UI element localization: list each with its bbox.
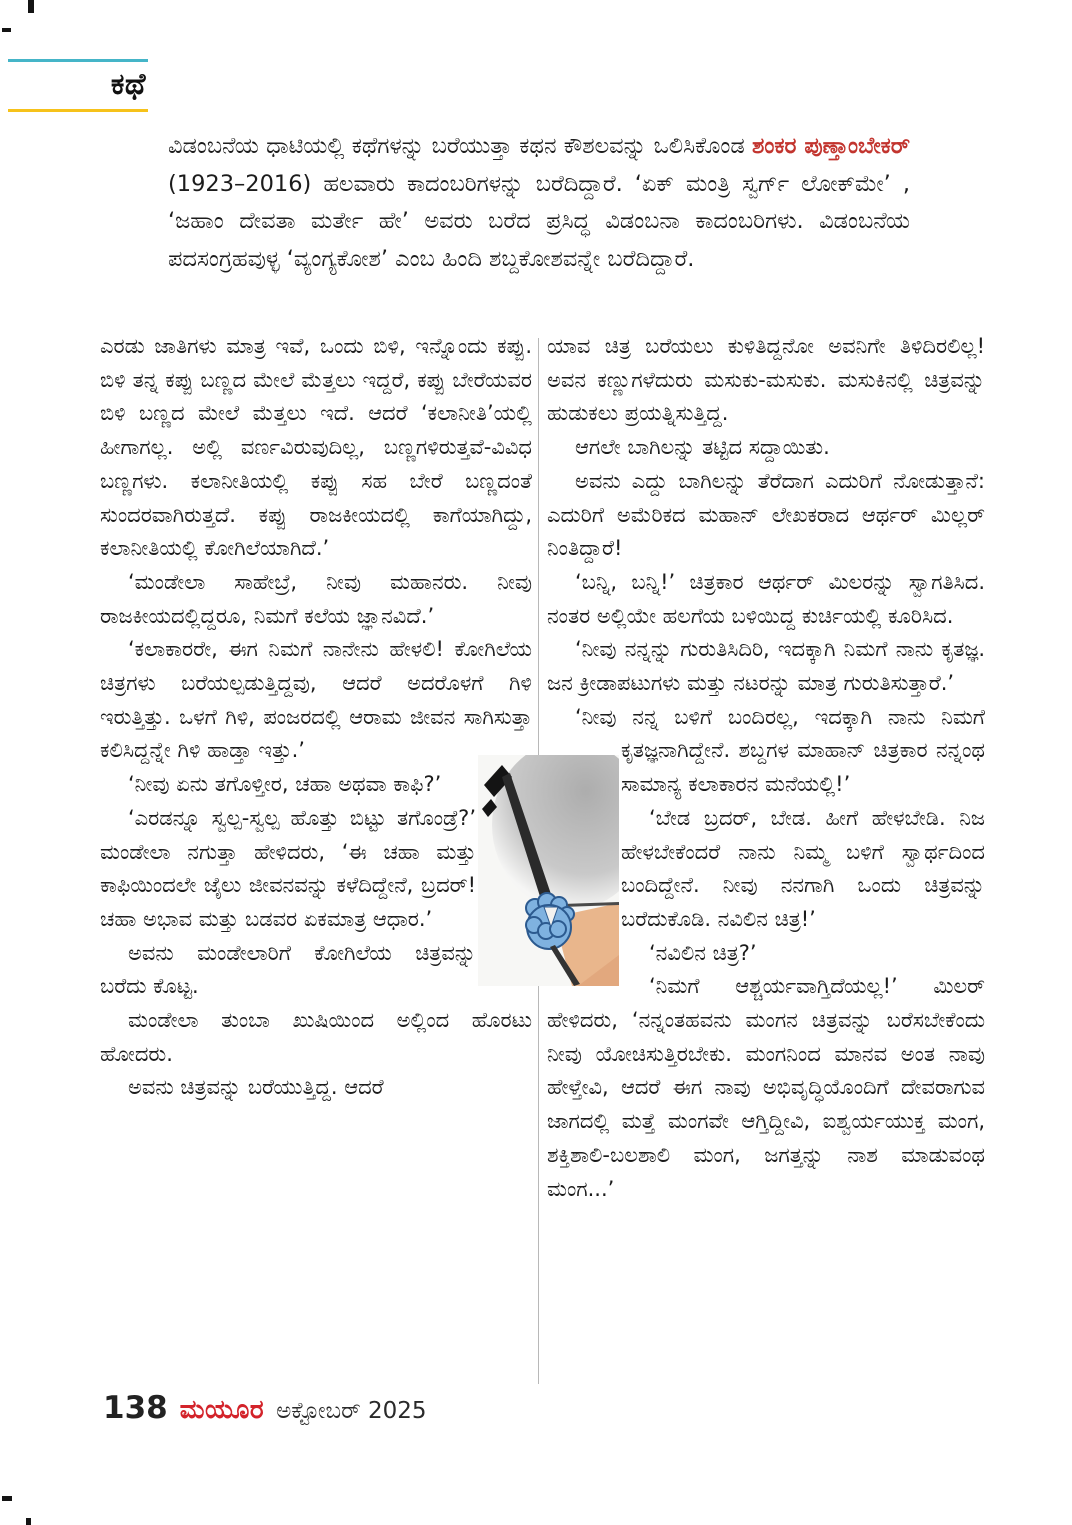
paragraph: ಅವನು ಎದ್ದು ಬಾಗಿಲನ್ನು ತೆರೆದಾಗ ಎದುರಿಗೆ ನೋಡುತ್ತಾನೆ: ಎದುರಿಗೆ ಅಮೆರಿಕದ ಮಹಾನ್ ಲೇಖಕರಾದ ಆರ್ಥರ್ ಮಿಲ್ಲರ್ ನಿಂತಿದ್ದಾರೆ! (547, 468, 985, 561)
paragraph: ಅವನು ಚಿತ್ರವನ್ನು ಬರೆಯುತ್ತಿದ್ದ. ಆದರೆ (128, 1075, 384, 1100)
author-name: ಶಂಕರ ಪುಣ್ತಾಂಬೇಕರ್ (752, 133, 911, 159)
paragraph: ‘ಎರಡನ್ನೂ ಸ್ವಲ್ಪ-ಸ್ವಲ್ಪ ಹೊತ್ತು ಬಿಟ್ಟು ತಗೊಂಡ್ರೆ?’ ಮಂಡೇಲಾ ನಗುತ್ತಾ ಹೇಳಿದರು, ‘ಈ ಚಹಾ ಮತ್ತು ಕಾಫಿಯಿಂದಲೇ ಜೈಲು ಜೀವನವನ್ನು ಕಳೆದಿದ್ದೇನೆ, ಬ್ರದರ್! ಚಹಾ ಅಭಾವ ಮತ್ತು ಬಡವರ ಏಕಮಾತ್ರ ಆಧಾರ.’ (100, 805, 476, 931)
left-column (100, 330, 532, 1105)
paintbrush-illustration (478, 755, 619, 986)
paragraph: ಎರಡು ಜಾತಿಗಳು ಮಾತ್ರ ಇವೆ, ಒಂದು ಬಿಳಿ, ಇನ್ನೊಂದು ಕಪ್ಪು. ಬಿಳಿ ತನ್ನ ಕಪ್ಪು ಬಣ್ಣದ ಮೇಲೆ ಮೆತ್ತಲು ಇದ್ದರೆ, ಕಪ್ಪು ಬೇರೆಯವರ ಬಿಳಿ ಬಣ್ಣದ ಮೇಲೆ ಮೆತ್ತಲು ಇದೆ. ಆದರೆ ‘ಕಲಾನೀತಿ’ಯಲ್ಲಿ ಹೀಗಾಗಲ್ಲ. ಅಲ್ಲಿ ವರ್ಣವಿರುವುದಿಲ್ಲ, ಬಣ್ಣಗಳಿರುತ್ತವೆ-ವಿವಿಧ ಬಣ್ಣಗಳು. ಕಲಾನೀತಿಯಲ್ಲಿ ಕಪ್ಪು ಸಹ ಬೇರೆ ಬಣ್ಣದಂತೆ ಸುಂದರವಾಗಿರುತ್ತದೆ. ಕಪ್ಪು ರಾಜಕೀಯದಲ್ಲಿ ಕಾಗೆಯಾಗಿದ್ದು, ಕಲಾನೀತಿಯಲ್ಲಿ ಕೋಗಿಲೆಯಾಗಿದೆ.’ (100, 334, 532, 561)
magazine-logo: ಮಯೂರ (179, 1395, 265, 1425)
section-title: ಕಥೆ (110, 67, 146, 102)
page-number: 138 (103, 1390, 168, 1426)
paragraph: ಯಾವ ಚಿತ್ರ ಬರೆಯಲು ಕುಳಿತಿದ್ದನೋ ಅವನಿಗೇ ತಿಳಿದಿರಲಿಲ್ಲ! ಅವನ ಕಣ್ಣುಗಳೆದುರು ಮಸುಕು-ಮಸುಕು. ಮಸುಕಿನಲ್ಲಿ ಚಿತ್ರವನ್ನು ಹುಡುಕಲು ಪ್ರಯತ್ನಿಸುತ್ತಿದ್ದ. (547, 334, 985, 426)
paragraph: ‘ಮಂಡೇಲಾ ಸಾಹೇಬ್ರೆ, ನೀವು ಮಹಾನರು. ನೀವು ರಾಜಕೀಯದಲ್ಲಿದ್ದರೂ, ನಿಮಗೆ ಕಲೆಯ ಜ್ಞಾನವಿದೆ.’ (100, 569, 532, 628)
page-footer (103, 1390, 427, 1426)
print-mark (28, 0, 34, 13)
paragraph: ‘ನವಿಲಿನ ಚಿತ್ರ?’ (649, 940, 757, 965)
author-intro (168, 128, 910, 278)
print-mark (2, 1496, 12, 1501)
issue-date: ಅಕ್ಟೋಬರ್ 2025 (276, 1398, 427, 1424)
paragraph: ಮಂಡೇಲಾ ತುಂಬಾ ಖುಷಿಯಿಂದ ಅಲ್ಲಿಂದ ಹೊರಟು ಹೋದರು. (100, 1008, 532, 1066)
section-kicker (8, 59, 148, 112)
paragraph: ಆಗಲೇ ಬಾಗಿಲನ್ನು ತಟ್ಟಿದ ಸದ್ದಾಯಿತು. (575, 435, 830, 460)
print-mark (2, 28, 11, 32)
print-mark (26, 1518, 31, 1525)
paragraph: ‘ನಿಮಗೆ ಆಶ್ಚರ್ಯವಾಗ್ತಿದೆಯಲ್ಲ!’ ಮಿಲರ್ ಹೇಳಿದರು, ‘ನನ್ನಂತಹವನು ಮಂಗನ ಚಿತ್ರವನ್ನು ಬರೆಸಬೇಕೆಂದು ನೀವು ಯೋಚಿಸುತ್ತಿರಬೇಕು. ಮಂಗನಿಂದ ಮಾನವ ಅಂತ ನಾವು ಹೇಳ್ತೇವಿ, ಆದರೆ ಈಗ ನಾವು ಅಭಿವೃದ್ಧಿಯೊಂದಿಗೆ ದೇವರಾಗುವ ಜಾಗದಲ್ಲಿ ಮತ್ತೆ ಮಂಗವೇ ಆಗ್ತಿದ್ದೀವಿ, ಐಶ್ವರ್ಯಯುಕ್ತ ಮಂಗ, ಶಕ್ತಿಶಾಲಿ-ಬಲಶಾಲಿ ಮಂಗ, ಜಗತ್ತನ್ನು ನಾಶ ಮಾಡುವಂಥ ಮಂಗ...’ (547, 974, 985, 1201)
paragraph: ‘ಬನ್ನಿ, ಬನ್ನಿ!’ ಚಿತ್ರಕಾರ ಆರ್ಥರ್ ಮಿಲರನ್ನು ಸ್ವಾಗತಿಸಿದ. ನಂತರ ಅಲ್ಲಿಯೇ ಹಲಗೆಯ ಬಳಿಯಿದ್ದ ಕುರ್ಚಿಯಲ್ಲಿ ಕೂರಿಸಿದ. (547, 569, 985, 628)
paintbrush-illustration-svg (478, 755, 619, 986)
paragraph: ಅವನು ಮಂಡೇಲಾರಿಗೆ ಕೋಗಿಲೆಯ ಚಿತ್ರವನ್ನು ಬರೆದು ಕೊಟ್ಟ. (100, 940, 476, 999)
intro-text-rest: (1923–2016) ಹಲವಾರು ಕಾದಂಬರಿಗಳನ್ನು ಬರೆದಿದ್ದಾರೆ. ‘ಏಕ್ ಮಂತ್ರಿ ಸ್ವರ್ಗ್ ಲೋಕ್‌ಮೇ’ , ‘ಜಹಾಂ ದೇವತಾ ಮರ್ತೇ ಹೇ’ ಅವರು ಬರೆದ ಪ್ರಸಿದ್ಧ ವಿಡಂಬನಾ ಕಾದಂಬರಿಗಳು. ವಿಡಂಬನೆಯ ಪದಸಂಗ್ರಹವುಳ್ಳ ‘ವ್ಯಂಗ್ಯಕೋಶ’ ಎಂಬ ಹಿಂದಿ ಶಬ್ದಕೋಶವನ್ನೇ ಬರೆದಿದ್ದಾರೆ. (168, 170, 910, 272)
paragraph: ‘ನೀವು ನನ್ನ ಬಳಿಗೆ ಬಂದಿರಲ್ಲ, ಇದಕ್ಕಾಗಿ ನಾನು ನಿಮಗೆ ಕೃತಜ್ಞನಾಗಿದ್ದೇನೆ. ಶಬ್ದಗಳ ಮಾಹಾನ್ ಚಿತ್ರಕಾರ ನನ್ನಂಥ ಸಾಮಾನ್ಯ ಕಲಾಕಾರನ ಮನೆಯಲ್ಲಿ!’ (575, 704, 985, 797)
paragraph: ‘ನೀವು ನನ್ನನ್ನು ಗುರುತಿಸಿದಿರಿ, ಇದಕ್ಕಾಗಿ ನಿಮಗೆ ನಾನು ಕೃತಜ್ಞ. ಜನ ಕ್ರೀಡಾಪಟುಗಳು ಮತ್ತು ನಟರನ್ನು ಮಾತ್ರ ಗುರುತಿಸುತ್ತಾರೆ.’ (547, 637, 985, 696)
paragraph: ‘ಕಲಾಕಾರರೇ, ಈಗ ನಿಮಗೆ ನಾನೇನು ಹೇಳಲಿ! ಕೋಗಿಲೆಯ ಚಿತ್ರಗಳು ಬರೆಯಲ್ಪಡುತ್ತಿದ್ದವು, ಆದರೆ ಅದರೊಳಗೆ ಗಿಳಿ ಇರುತ್ತಿತ್ತು. ಒಳಗೆ ಗಿಳಿ, ಪಂಜರದಲ್ಲಿ ಆರಾಮ ಜೀವನ ಸಾಗಿಸುತ್ತಾ ಕಲಿಸಿದ್ದನ್ನೇ ಗಿಳಿ ಹಾಡ್ತಾ ಇತ್ತು.’ (100, 637, 532, 763)
intro-text-lead: ವಿಡಂಬನೆಯ ಧಾಟಿಯಲ್ಲಿ ಕಥೆಗಳನ್ನು ಬರೆಯುತ್ತಾ ಕಥನ ಕೌಶಲವನ್ನು ಒಲಿಸಿಕೊಂಡ (168, 133, 753, 159)
paragraph: ‘ಬೇಡ ಬ್ರದರ್, ಬೇಡ. ಹೀಗೆ ಹೇಳಬೇಡಿ. ನಿಜ ಹೇಳಬೇಕೆಂದರೆ ನಾನು ನಿಮ್ಮ ಬಳಿಗೆ ಸ್ವಾರ್ಥದಿಂದ ಬಂದಿದ್ದೇನೆ. ನೀವು ನನಗಾಗಿ ಒಂದು ಚಿತ್ರವನ್ನು ಬರೆದುಕೊಡಿ. ನವಿಲಿನ ಚಿತ್ರ!’ (621, 805, 985, 931)
kicker-bottom-rule (8, 109, 148, 112)
paragraph: ‘ನೀವು ಏನು ತಗೊಳ್ತೀರ, ಚಹಾ ಅಥವಾ ಕಾಫಿ?’ (128, 772, 442, 797)
